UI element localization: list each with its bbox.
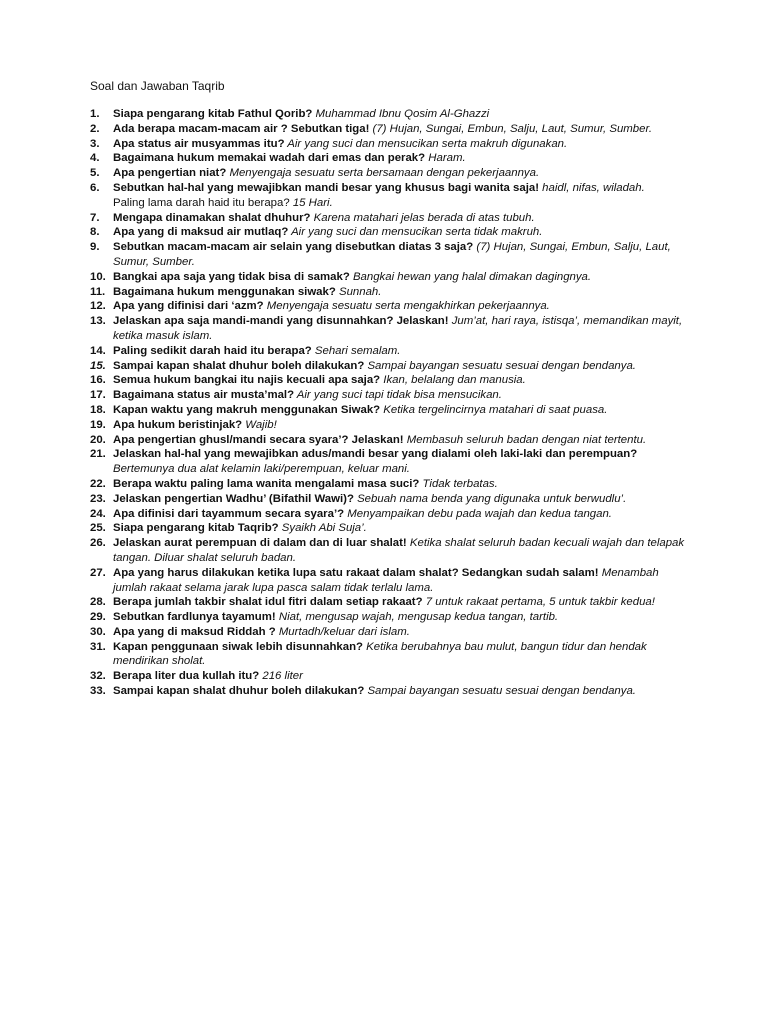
qa-item bbox=[90, 403, 690, 418]
qa-answer: Air yang suci tapi tidak bisa mensucikan. bbox=[294, 389, 502, 402]
qa-number: 27. bbox=[90, 566, 106, 579]
qa-number: 14. bbox=[90, 344, 106, 357]
qa-question: Bagaimana hukum memakai wadah dari emas dan perak? bbox=[113, 152, 426, 165]
qa-answer: Haram. bbox=[425, 152, 466, 165]
qa-answer: Niat, mengusap wajah, mengusap kedua tangan, tartib. bbox=[275, 611, 559, 624]
qa-item bbox=[90, 684, 690, 699]
qa-list bbox=[90, 107, 690, 699]
qa-number: 2. bbox=[90, 122, 100, 135]
qa-answer: Jum’at, hari raya, istisqa’, memandikan mayit, ketika masuk islam. bbox=[113, 315, 683, 342]
qa-question: Bangkai apa saja yang tidak bisa di samak? bbox=[113, 270, 350, 283]
qa-answer: Ikan, belalang dan manusia. bbox=[380, 374, 526, 387]
qa-number: 11. bbox=[90, 285, 106, 298]
qa-answer: haidl, nifas, wiladah. bbox=[539, 181, 645, 194]
qa-item bbox=[90, 344, 690, 359]
qa-number: 20. bbox=[90, 433, 106, 446]
document-title: Soal dan Jawaban Taqrib bbox=[90, 79, 225, 93]
qa-question: Sebutkan macam-macam air selain yang disebutkan diatas 3 saja? bbox=[113, 241, 474, 254]
qa-item bbox=[90, 122, 690, 137]
qa-item bbox=[90, 314, 690, 344]
qa-question: Kapan penggunaan siwak lebih disunnahkan? bbox=[113, 640, 363, 653]
qa-question: Apa status air musyammas itu? bbox=[113, 137, 285, 150]
qa-answer: Sampai bayangan sesuatu sesuai dengan bendanya. bbox=[364, 685, 636, 698]
qa-number: 25. bbox=[90, 522, 106, 535]
qa-answer: Bertemunya dua alat kelamin laki/perempuan, keluar mani. bbox=[113, 463, 410, 476]
qa-item bbox=[90, 373, 690, 388]
qa-question: Mengapa dinamakan shalat dhuhur? bbox=[113, 211, 311, 224]
qa-number: 16. bbox=[90, 374, 106, 387]
qa-item bbox=[90, 433, 690, 448]
qa-number: 10. bbox=[90, 270, 106, 283]
qa-number: 28. bbox=[90, 596, 106, 609]
qa-item bbox=[90, 669, 690, 684]
qa-answer: Karena matahari jelas berada di atas tubuh. bbox=[310, 211, 535, 224]
qa-question: Apa yang di maksud Riddah ? bbox=[113, 625, 276, 638]
qa-question: Apa pengertian ghusl/mandi secara syara’? Jelaskan! bbox=[113, 433, 404, 446]
qa-answer: 7 untuk rakaat pertama, 5 untuk takbir kedua! bbox=[422, 596, 655, 609]
qa-item bbox=[90, 181, 690, 211]
qa-answer: 216 liter bbox=[259, 670, 303, 683]
qa-item bbox=[90, 270, 690, 285]
qa-item bbox=[90, 640, 690, 670]
qa-number: 26. bbox=[90, 537, 106, 550]
qa-answer: Sunnah. bbox=[335, 285, 382, 298]
qa-answer: (7) Hujan, Sungai, Embun, Salju, Laut, Sumur, Sumber. bbox=[113, 241, 671, 268]
qa-number: 33. bbox=[90, 685, 106, 698]
qa-question: Apa yang harus dilakukan ketika lupa satu rakaat dalam shalat? Sedangkan sudah salam! bbox=[113, 566, 599, 579]
qa-answer: Air yang suci dan mensucikan serta tidak makruh. bbox=[288, 226, 543, 239]
qa-number: 12. bbox=[90, 300, 106, 313]
qa-question: Bagaimana status air musta’mal? bbox=[113, 389, 295, 402]
qa-answer: Sampai bayangan sesuatu sesuai dengan bendanya. bbox=[364, 359, 636, 372]
qa-number: 22. bbox=[90, 477, 106, 490]
qa-number: 13. bbox=[90, 315, 106, 328]
qa-question: Siapa pengarang kitab Taqrib? bbox=[113, 522, 279, 535]
qa-number: 30. bbox=[90, 625, 106, 638]
qa-question: Jelaskan apa saja mandi-mandi yang disunnahkan? Jelaskan! bbox=[113, 315, 449, 328]
qa-item bbox=[90, 477, 690, 492]
qa-item bbox=[90, 625, 690, 640]
qa-question: Ada berapa macam-macam air ? Sebutkan tiga! bbox=[113, 122, 370, 135]
qa-question: Apa pengertian niat? bbox=[113, 167, 227, 180]
qa-question: Semua hukum bangkai itu najis kecuali apa saja? bbox=[113, 374, 381, 387]
qa-number: 7. bbox=[90, 211, 100, 224]
qa-item bbox=[90, 595, 690, 610]
qa-number: 24. bbox=[90, 507, 106, 520]
qa-question: Apa hukum beristinjak? bbox=[113, 418, 243, 431]
qa-item bbox=[90, 507, 690, 522]
qa-item bbox=[90, 240, 690, 270]
qa-answer: 15 Hari. bbox=[289, 196, 333, 209]
qa-question: Siapa pengarang kitab Fathul Qorib? bbox=[113, 108, 313, 120]
qa-question: Paling sedikit darah haid itu berapa? bbox=[113, 344, 312, 357]
qa-number: 17. bbox=[90, 389, 106, 402]
qa-number: 23. bbox=[90, 492, 106, 505]
qa-number: 29. bbox=[90, 611, 106, 624]
qa-item bbox=[90, 566, 690, 596]
qa-item bbox=[90, 492, 690, 507]
qa-question: Berapa liter dua kullah itu? bbox=[113, 670, 260, 683]
qa-question: Sampai kapan shalat dhuhur boleh dilakukan? bbox=[113, 359, 365, 372]
qa-item bbox=[90, 521, 690, 536]
qa-item bbox=[90, 151, 690, 166]
qa-question: Apa yang difinisi dari ‘azm? bbox=[113, 300, 264, 313]
qa-number: 1. bbox=[90, 108, 100, 120]
qa-number: 32. bbox=[90, 670, 106, 683]
qa-number: 6. bbox=[90, 181, 100, 194]
qa-item bbox=[90, 137, 690, 152]
qa-number: 15. bbox=[90, 359, 106, 372]
qa-question: Berapa jumlah takbir shalat idul fitri dalam setiap rakaat? bbox=[113, 596, 423, 609]
qa-number: 9. bbox=[90, 241, 100, 254]
qa-number: 19. bbox=[90, 418, 106, 431]
qa-question: Berapa waktu paling lama wanita mengalami masa suci? bbox=[113, 477, 420, 490]
qa-question: Bagaimana hukum menggunakan siwak? bbox=[113, 285, 336, 298]
qa-item bbox=[90, 418, 690, 433]
qa-item bbox=[90, 285, 690, 300]
qa-item bbox=[90, 536, 690, 566]
qa-number: 31. bbox=[90, 640, 106, 653]
qa-answer: Sebuah nama benda yang digunaka untuk berwudlu’. bbox=[353, 492, 627, 505]
qa-question: Paling lama darah haid itu berapa? bbox=[113, 196, 290, 209]
qa-number: 5. bbox=[90, 167, 100, 180]
qa-question: Jelaskan aurat perempuan di dalam dan di luar shalat! bbox=[113, 537, 407, 550]
qa-question: Apa difinisi dari tayammum secara syara’? bbox=[113, 507, 345, 520]
qa-number: 4. bbox=[90, 152, 100, 165]
qa-answer: Tidak terbatas. bbox=[419, 477, 498, 490]
qa-item bbox=[90, 359, 690, 374]
qa-number: 21. bbox=[90, 448, 106, 461]
qa-question: Apa yang di maksud air mutlaq? bbox=[113, 226, 289, 239]
qa-item bbox=[90, 211, 690, 226]
qa-number: 18. bbox=[90, 403, 106, 416]
qa-item bbox=[90, 447, 690, 477]
qa-item bbox=[90, 107, 690, 122]
qa-question: Jelaskan pengertian Wadhu’ (Bifathil Wawi)? bbox=[113, 492, 354, 505]
qa-answer: Sehari semalam. bbox=[311, 344, 401, 357]
qa-answer: Muhammad Ibnu Qosim Al-Ghazzi bbox=[312, 108, 490, 120]
qa-answer: Menyampaikan debu pada wajah dan kedua tangan. bbox=[344, 507, 612, 520]
qa-number: 3. bbox=[90, 137, 100, 150]
qa-answer: (7) Hujan, Sungai, Embun, Salju, Laut, Sumur, Sumber. bbox=[369, 122, 652, 135]
qa-answer: Wajib! bbox=[242, 418, 277, 431]
qa-answer: Menyengaja sesuatu serta bersamaan dengan pekerjaannya. bbox=[226, 167, 540, 180]
qa-answer: Bangkai hewan yang halal dimakan dagingnya. bbox=[349, 270, 592, 283]
qa-item bbox=[90, 225, 690, 240]
qa-answer: Ketika tergelincirnya matahari di saat puasa. bbox=[380, 403, 608, 416]
qa-item bbox=[90, 299, 690, 314]
qa-question: Jelaskan hal-hal yang mewajibkan adus/mandi besar yang dialami oleh laki-laki dan perempuan? bbox=[113, 448, 638, 461]
qa-question: Sebutkan hal-hal yang mewajibkan mandi besar yang khusus bagi wanita saja! bbox=[113, 181, 540, 194]
qa-question: Kapan waktu yang makruh menggunakan Siwak? bbox=[113, 403, 381, 416]
qa-answer: Menambah jumlah rakaat selama jarak lupa pasca salam tidak terlalu lama. bbox=[113, 566, 659, 594]
qa-answer: Ketika shalat seluruh badan kecuali wajah dan telapak tangan. Diluar shalat seluruh badan. bbox=[113, 537, 685, 564]
qa-answer: Membasuh seluruh badan dengan niat tertentu. bbox=[403, 433, 647, 446]
qa-item bbox=[90, 388, 690, 403]
qa-answer: Menyengaja sesuatu serta mengakhirkan pekerjaannya. bbox=[263, 300, 550, 313]
qa-answer: Murtadh/keluar dari islam. bbox=[275, 625, 410, 638]
qa-answer: Air yang suci dan mensucikan serta makruh digunakan. bbox=[284, 137, 568, 150]
qa-answer: Syaikh Abi Suja’. bbox=[278, 522, 367, 535]
qa-question: Sampai kapan shalat dhuhur boleh dilakukan? bbox=[113, 685, 365, 698]
qa-item bbox=[90, 610, 690, 625]
qa-number: 8. bbox=[90, 226, 100, 239]
qa-item bbox=[90, 166, 690, 181]
qa-question: Sebutkan fardlunya tayamum! bbox=[113, 611, 276, 624]
qa-answer: Ketika berubahnya bau mulut, bangun tidur dan hendak mendirikan sholat. bbox=[113, 640, 647, 668]
